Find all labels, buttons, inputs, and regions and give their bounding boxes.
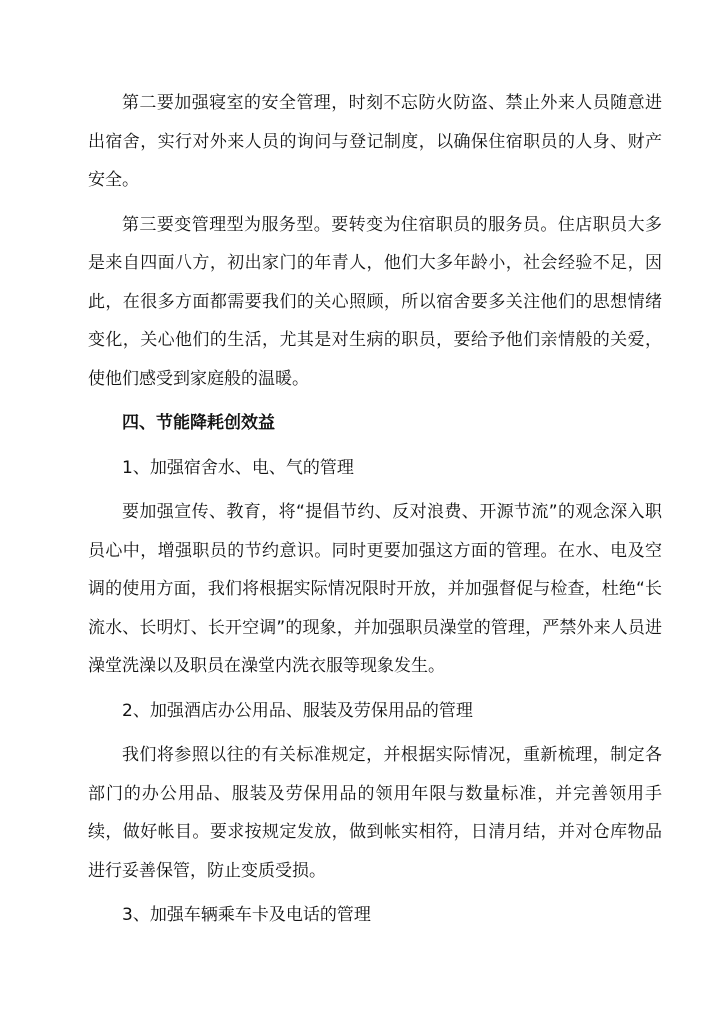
paragraph-dorm-safety: 第二要加强寝室的安全管理，时刻不忘防火防盗、禁止外来人员随意进出宿舍，实行对外来人员的询问与登记制度，以确保住宿职员的人身、财产安全。: [88, 93, 662, 190]
paragraph-office-supplies: 我们将参照以往的有关标准规定，并根据实际情况，重新梳理，制定各部门的办公用品、服装及劳保用品的领用年限与数量标准，并完善领用手续，做好帐目。要求按规定发放，做到帐实相符，日清月结，并对仓库物品进行妥善保管，防止变质受损。: [88, 745, 662, 881]
subheading-utilities: 1、加强宿舍水、电、气的管理: [122, 457, 354, 478]
document-page: [88, 84, 662, 935]
paragraph-utilities: 要加强宣传、教育，将“提倡节约、反对浪费、开源节流”的观念深入职员心中，增强职员的节约意识。同时更要加强这方面的管理。在水、电及空调的使用方面，我们将根据实际情况限时开放，并加强督促与检查，杜绝“长流水、长明灯、长开空调”的现象，并加强职员澡堂的管理，严禁外来人员进澡堂洗澡以及职员在澡堂内洗衣服等现象发生。: [88, 502, 662, 676]
section-heading-energy-saving: 四、节能降耗创效益: [122, 413, 275, 433]
subheading-vehicles-phones: 3、加强车辆乘车卡及电话的管理: [122, 905, 371, 925]
subheading-office-supplies: 2、加强酒店办公用品、服装及劳保用品的管理: [122, 700, 473, 721]
paragraph-service-type: 第三要变管理型为服务型。要转变为住宿职员的服务员。住店职员大多是来自四面八方，初出家门的年青人，他们大多年龄小，社会经验不足，因此，在很多方面都需要我们的关心照顾，所以宿舍要多关注他们的思想情绪变化，关心他们的生活，尤其是对生病的职员，要给予他们亲情般的关爱，使他们感受到家庭般的温暖。: [88, 214, 662, 389]
